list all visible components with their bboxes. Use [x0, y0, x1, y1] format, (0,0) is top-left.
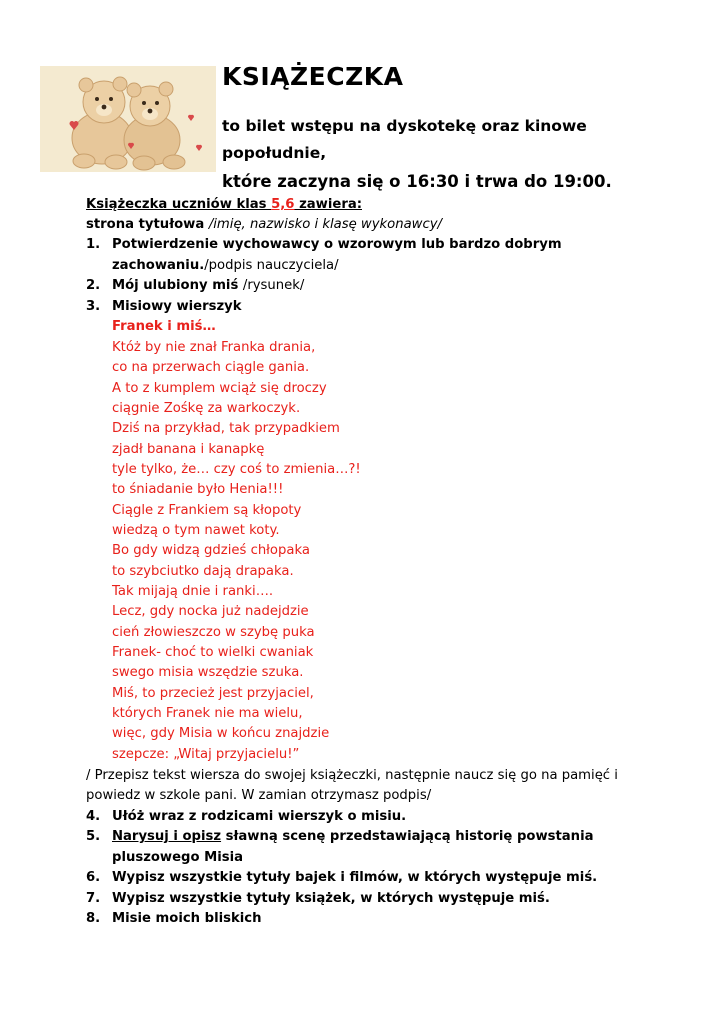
item-number: 5.	[86, 829, 101, 844]
item-1-bold: zachowaniu.	[112, 258, 205, 273]
item-1-text: Potwierdzenie wychowawcy o wzorowym lub bardzo dobrym	[112, 237, 562, 252]
document-title: KSIĄŻECZKA	[222, 62, 404, 91]
poem-line: Tak mijają dnie i ranki….	[112, 584, 274, 599]
item-number: 3.	[86, 299, 101, 314]
item-number: 2.	[86, 278, 101, 293]
poem-line: Bo gdy widzą gdzieś chłopaka	[112, 543, 310, 558]
item-4-text: Ułóż wraz z rodzicami wierszyk o misiu.	[112, 809, 407, 824]
poem-line: Lecz, gdy nocka już nadejdzie	[112, 604, 309, 619]
item-number: 4.	[86, 809, 101, 824]
item-5-continuation: pluszowego Misia	[112, 850, 244, 865]
poem-line: A to z kumplem wciąż się droczy	[112, 381, 327, 396]
poem-line: szepcze: „Witaj przyjacielu!”	[112, 747, 300, 762]
cover-note: /imię, nazwisko i klasę wykonawcy/	[208, 217, 442, 232]
poem-line: Miś, to przecież jest przyjaciel,	[112, 686, 314, 701]
item-5-text	[112, 827, 593, 847]
item-number: 6.	[86, 870, 101, 885]
cover-label: strona tytułowa	[86, 217, 209, 232]
item-3-text: Misiowy wierszyk	[112, 299, 242, 314]
instruction-line-1: / Przepisz tekst wiersza do swojej książeczki, następnie naucz się go na pamięć i	[86, 768, 618, 783]
header-line-2: popołudnie,	[222, 144, 327, 162]
item-7-text: Wypisz wszystkie tytuły książek, w których występuje miś.	[112, 891, 550, 906]
poem-line: wiedzą o tym nawet koty.	[112, 523, 280, 538]
intro-suffix: zawiera:	[294, 197, 362, 212]
poem-line: tyle tylko, że… czy coś to zmienia…?!	[112, 462, 361, 477]
item-number: 7.	[86, 891, 101, 906]
poem-line: zjadł banana i kanapkę	[112, 442, 265, 457]
intro-prefix: Książeczka uczniów klas	[86, 197, 272, 212]
item-6-text: Wypisz wszystkie tytuły bajek i filmów, w których występuje miś.	[112, 870, 598, 885]
header-line-3: które zaczyna się o 16:30 i trwa do 19:00.	[222, 172, 612, 191]
poem-line: Franek- choć to wielki cwaniak	[112, 645, 314, 660]
poem-line: swego misia wszędzie szuka.	[112, 665, 304, 680]
poem-line: to śniadanie było Henia!!!	[112, 482, 284, 497]
poem-title: Franek i miś…	[112, 319, 216, 334]
teddy-bears-image	[40, 66, 216, 172]
item-1-continuation	[112, 256, 339, 276]
poem-line: to szybciutko dają drapaka.	[112, 564, 294, 579]
poem-line: Któż by nie znał Franka drania,	[112, 340, 316, 355]
item-5-rest: sławną scenę przedstawiającą historię powstania	[221, 829, 594, 844]
poem-line: Ciągle z Frankiem są kłopoty	[112, 503, 302, 518]
item-5-underlined: Narysuj i opisz	[112, 829, 222, 844]
poem-line: Dziś na przykład, tak przypadkiem	[112, 421, 340, 436]
intro-classes: 5,6	[271, 197, 295, 212]
header-line-1: to bilet wstępu na dyskotekę oraz kinowe	[222, 117, 587, 135]
poem-line: których Franek nie ma wielu,	[112, 706, 303, 721]
item-1-note: /podpis nauczyciela/	[204, 258, 339, 273]
item-2-bold: Mój ulubiony miś	[112, 278, 243, 293]
intro-line	[86, 195, 362, 215]
cover-line	[86, 215, 442, 235]
poem-line: ciągnie Zośkę za warkoczyk.	[112, 401, 301, 416]
item-8-text: Misie moich bliskich	[112, 911, 262, 926]
item-number: 8.	[86, 911, 101, 926]
poem-line: co na przerwach ciągle gania.	[112, 360, 310, 375]
poem-line: cień złowieszczo w szybę puka	[112, 625, 315, 640]
item-2-note: /rysunek/	[242, 278, 305, 293]
instruction-line-2: powiedz w szkole pani. W zamian otrzymasz podpis/	[86, 788, 432, 803]
item-2-text	[112, 276, 304, 296]
item-number: 1.	[86, 237, 101, 252]
poem-line: więc, gdy Misia w końcu znajdzie	[112, 726, 330, 741]
